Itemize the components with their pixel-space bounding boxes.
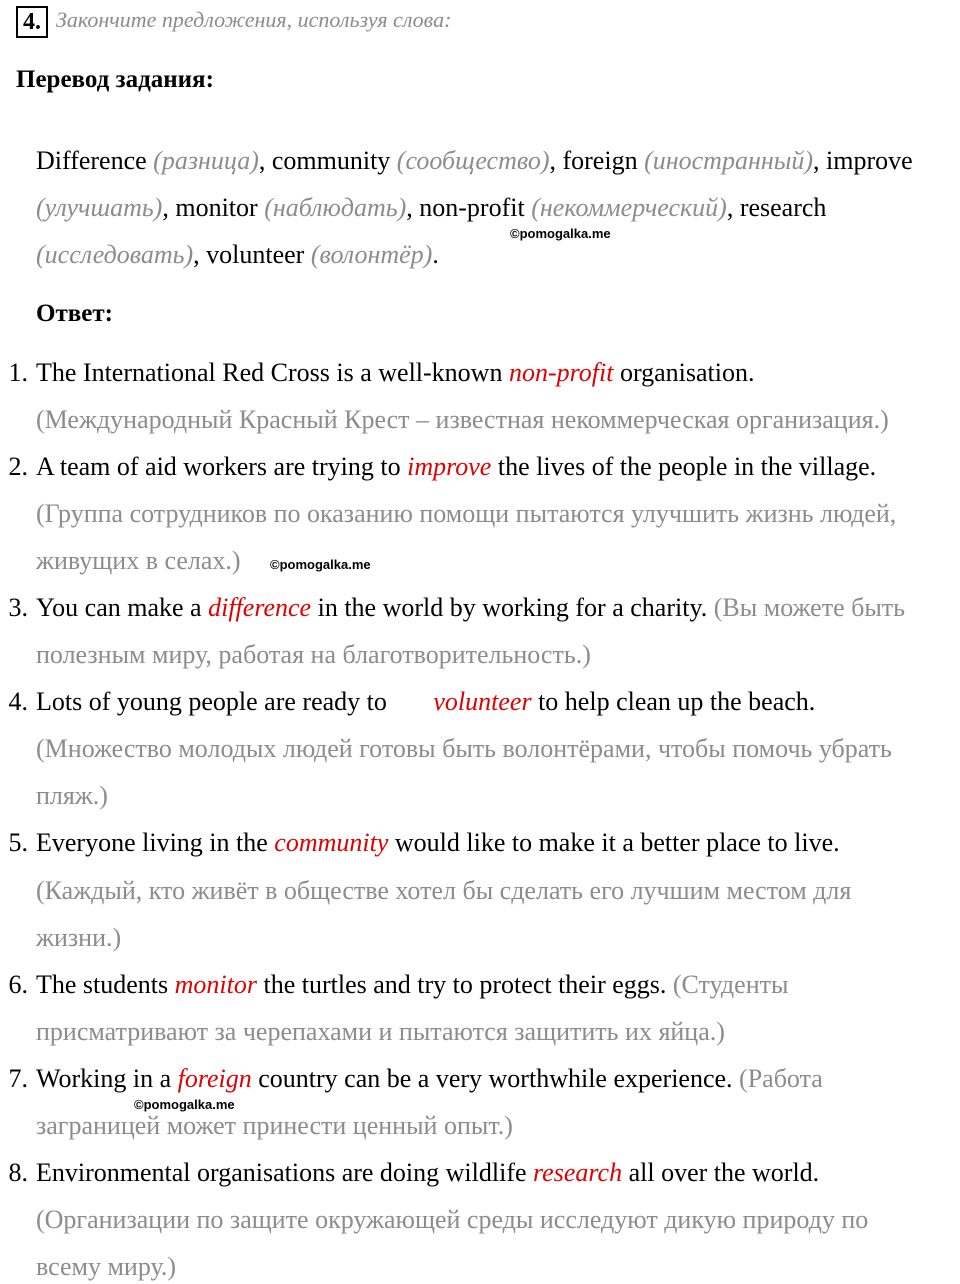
answer-sentence: Environmental organisations are doing wildlife research all over the world. <box>36 1158 820 1187</box>
word-list-line-2: (улучшать), monitor (наблюдать), non-profit (некоммерческий), research <box>36 193 827 222</box>
watermark: ©pomogalka.me <box>270 557 371 572</box>
word-ru: (волонтёр) <box>310 240 433 269</box>
answer-sentence: You can make a difference in the world by working for a charity. (Вы можете быть <box>36 593 906 622</box>
word-en: community <box>271 146 391 175</box>
answer-translation: (Группа сотрудников по оказанию помощи пытаются улучшить жизнь людей, <box>36 499 897 528</box>
answer-translation: (Вы можете быть <box>713 593 906 622</box>
answer-number: 3. <box>8 593 28 622</box>
word-ru: (разница) <box>153 146 259 175</box>
answer-number: 6. <box>8 970 28 999</box>
word-en: volunteer <box>206 240 305 269</box>
task-number: 4. <box>16 6 48 38</box>
answer-word: non-profit <box>508 358 614 387</box>
answer-translation: присматривают за черепахами и пытаются защитить их яйца.) <box>36 1017 725 1046</box>
answer-word: improve <box>407 452 492 481</box>
word-en: improve <box>826 146 913 175</box>
answer-translation: полезным миру, работая на благотворительность.) <box>36 640 591 669</box>
answer-translation: (Работа <box>739 1064 823 1093</box>
word-ru: (улучшать) <box>36 193 163 222</box>
word-en: monitor <box>175 193 258 222</box>
answer-number: 5. <box>8 828 28 857</box>
answer-word: volunteer <box>433 687 532 716</box>
answer-number: 2. <box>8 452 28 481</box>
watermark: ©pomogalka.me <box>510 226 611 241</box>
watermark: ©pomogalka.me <box>134 1097 235 1112</box>
answer-sentence: A team of aid workers are trying to improve the lives of the people in the village. <box>36 452 877 481</box>
word-ru: (некоммерческий) <box>531 193 727 222</box>
answer-number: 7. <box>8 1064 28 1093</box>
answer-translation: жизни.) <box>36 923 122 952</box>
word-ru: (иностранный) <box>644 146 814 175</box>
answer-word: foreign <box>177 1064 252 1093</box>
answer-translation: (Множество молодых людей готовы быть волонтёрами, чтобы помочь убрать <box>36 734 892 763</box>
translation-heading: Перевод задания: <box>16 66 214 93</box>
word-list-line-3: (исследовать), volunteer (волонтёр). <box>36 240 439 269</box>
answer-translation: (Каждый, кто живёт в обществе хотел бы сделать его лучшим местом для <box>36 876 852 905</box>
answer-word: community <box>274 828 389 857</box>
answer-sentence: Working in a foreign country can be a very worthwhile experience. (Работа <box>36 1064 823 1093</box>
answer-word: difference <box>208 593 312 622</box>
answer-number: 8. <box>8 1158 28 1187</box>
answer-translation: (Организации по защите окружающей среды исследуют дикую природу по <box>36 1205 869 1234</box>
word-list-line-1: Difference (разница), community (сообщество), foreign (иностранный), improve <box>36 146 913 175</box>
word-en: research <box>739 193 827 222</box>
answer-number: 1. <box>8 358 28 387</box>
answer-translation: пляж.) <box>36 781 108 810</box>
word-ru: (сообщество) <box>396 146 550 175</box>
answer-sentence: Everyone living in the community would like to make it a better place to live. <box>36 828 840 857</box>
word-en: Difference <box>36 146 147 175</box>
answer-sentence: The International Red Cross is a well-known non-profit organisation. <box>36 358 755 387</box>
answer-word: research <box>533 1158 623 1187</box>
word-en: non-profit <box>419 193 525 222</box>
answer-translation: живущих в селах.) <box>36 546 241 575</box>
task-instruction: Закончите предложения, используя слова: <box>56 7 452 32</box>
word-ru: (исследовать) <box>36 240 194 269</box>
answer-heading: Ответ: <box>36 300 113 327</box>
answer-translation: (Студенты <box>672 970 789 999</box>
answer-sentence: Lots of young people are ready to volunteer to help clean up the beach. <box>36 687 816 716</box>
answer-word: monitor <box>174 970 257 999</box>
answer-translation: всему миру.) <box>36 1252 177 1281</box>
answer-sentence: The students monitor the turtles and try to protect their eggs. (Студенты <box>36 970 789 999</box>
answer-number: 4. <box>8 687 28 716</box>
word-en: foreign <box>562 146 638 175</box>
word-ru: (наблюдать) <box>264 193 407 222</box>
answer-translation: заграницей может принести ценный опыт.) <box>36 1111 513 1140</box>
answer-translation: (Международный Красный Крест – известная некоммерческая организация.) <box>36 405 889 434</box>
